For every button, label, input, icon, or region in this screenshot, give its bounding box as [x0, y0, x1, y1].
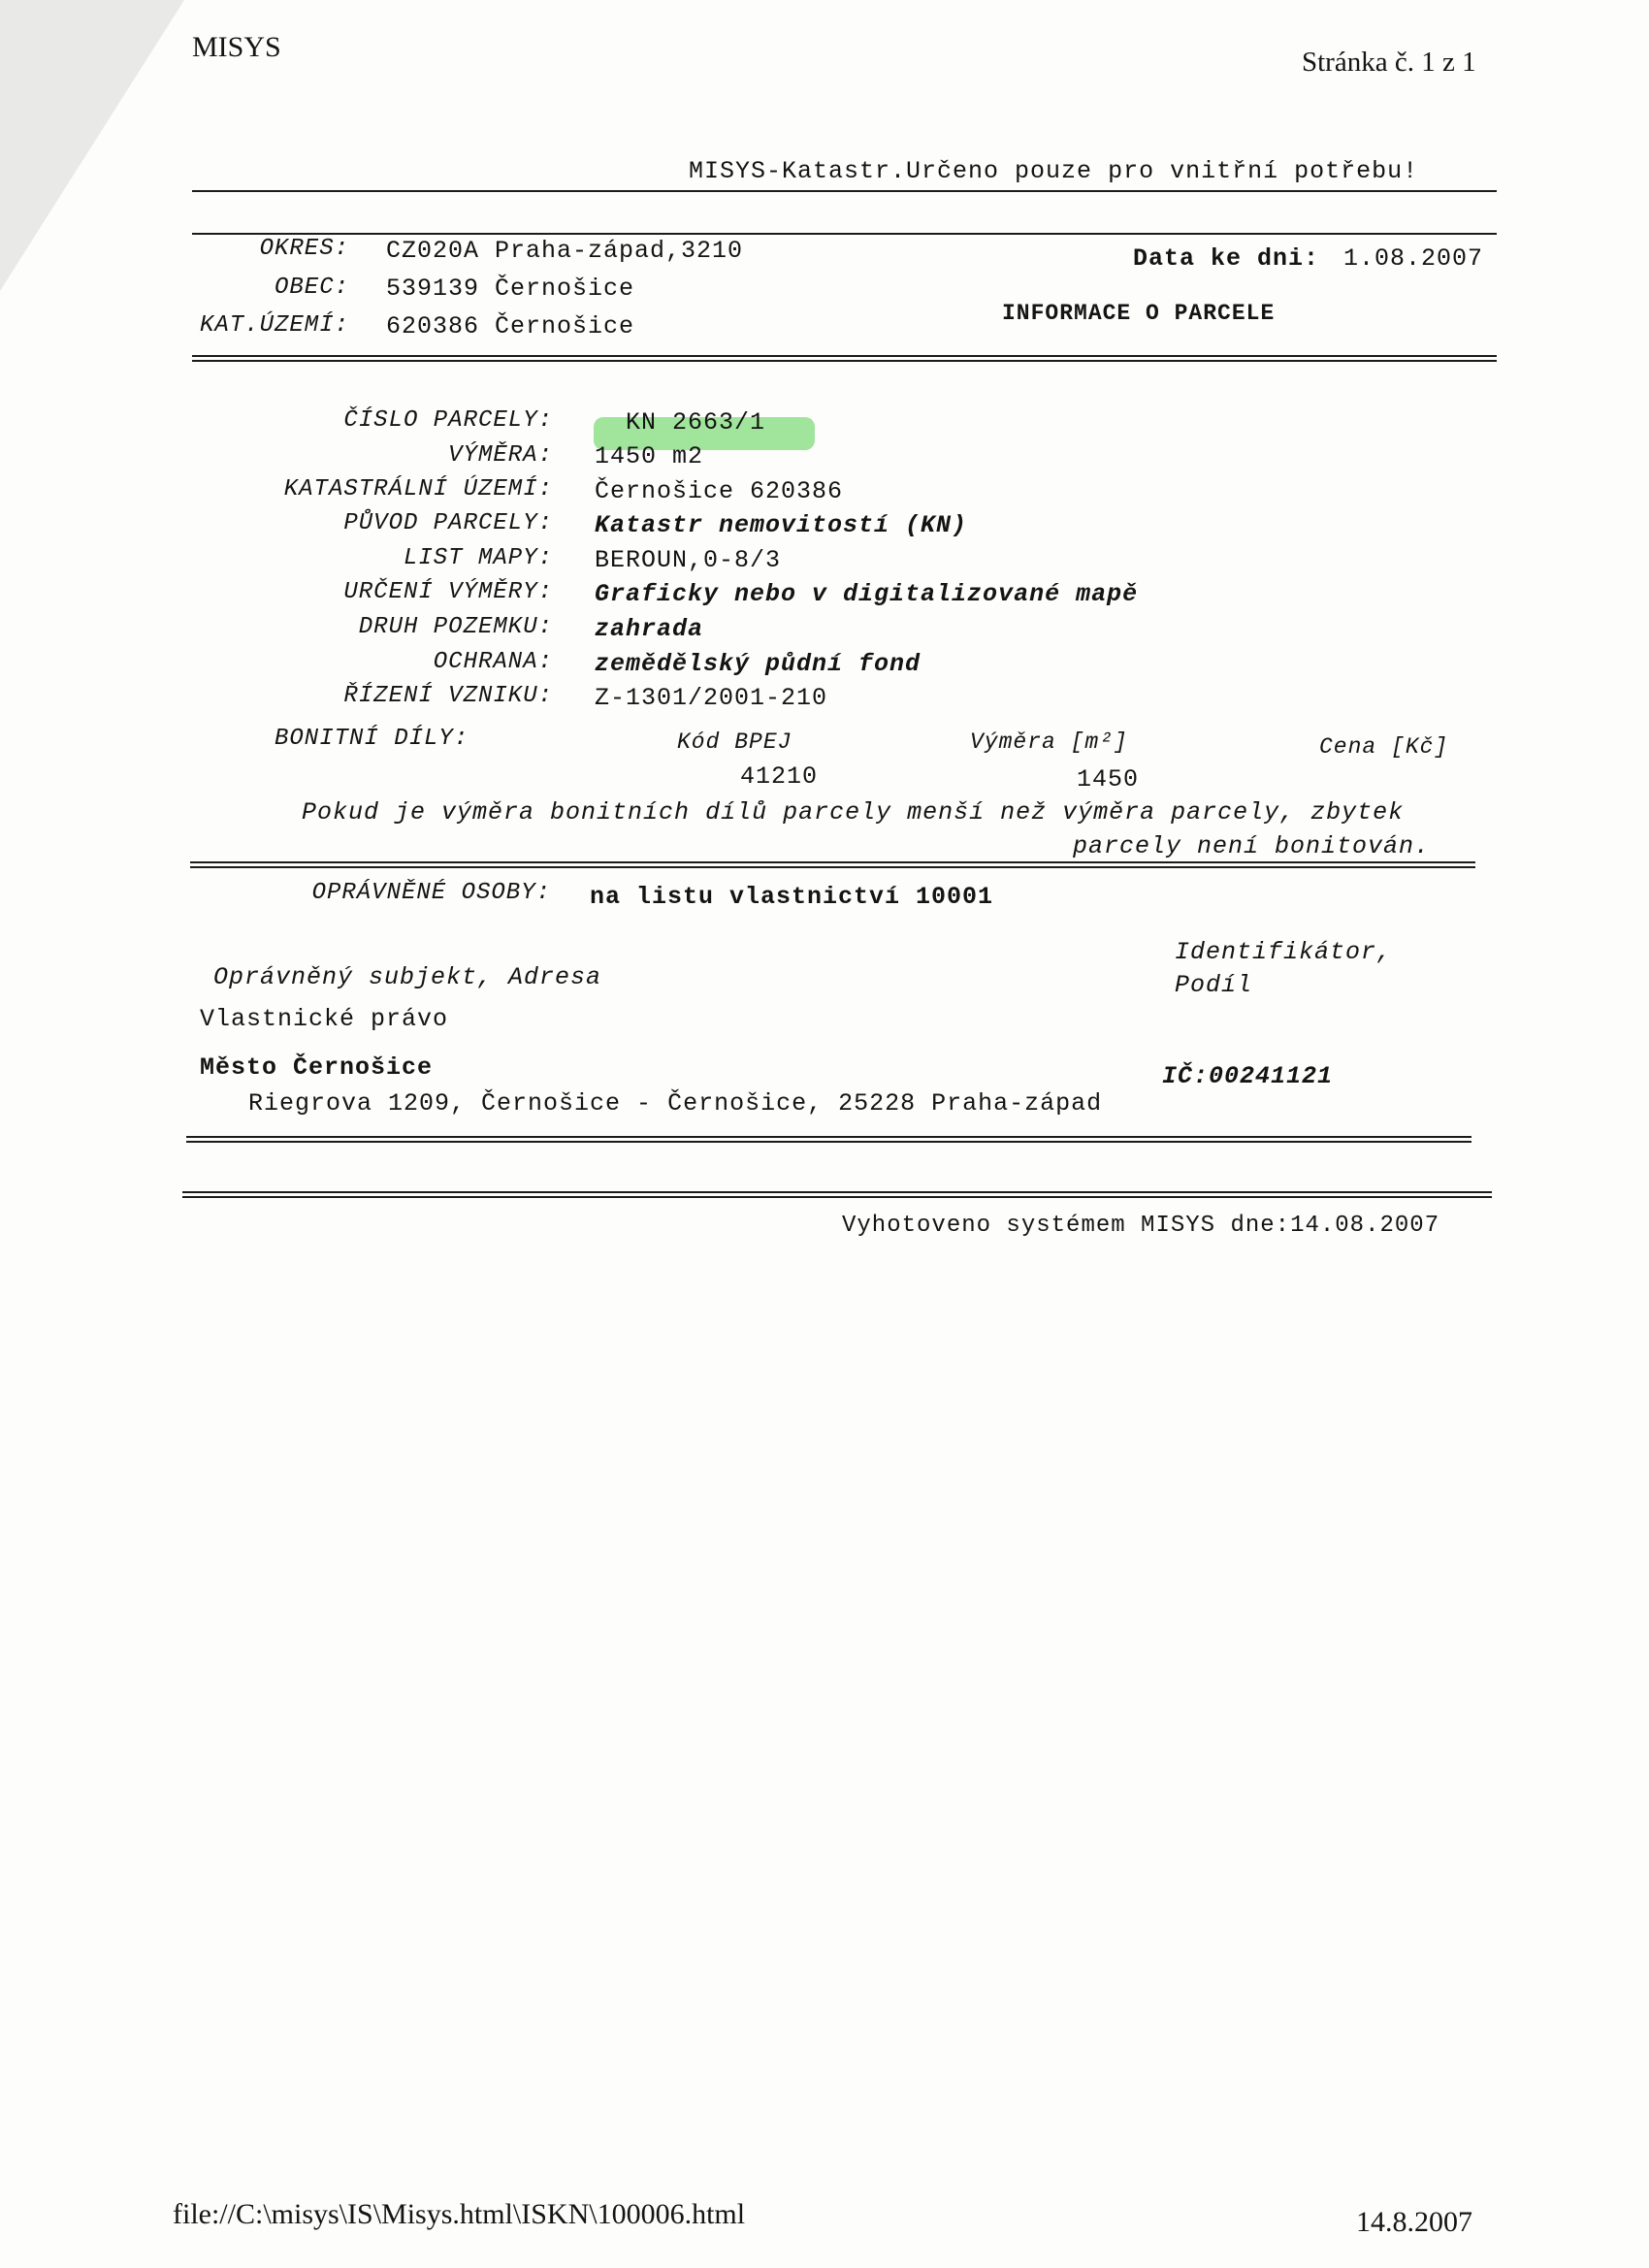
obec-label: OBEC:	[274, 275, 349, 301]
rule-location-top	[192, 233, 1497, 235]
rizeni-vzniku-value: Z-1301/2001-210	[595, 684, 828, 712]
opravnene-osoby-value: na listu vlastnictví 10001	[590, 883, 994, 911]
list-mapy-value: BEROUN,0-8/3	[595, 546, 782, 574]
bonitace-note-line2: parcely není bonitován.	[1073, 832, 1431, 860]
katastralni-uzemi-value: Černošice 620386	[595, 477, 844, 505]
date-label: Data ke dni:	[1133, 244, 1320, 273]
puvod-parcely-label: PŮVOD PARCELY:	[343, 510, 553, 536]
owner-id: IČ:00241121	[1162, 1062, 1334, 1090]
owner-name: Město Černošice	[200, 1053, 434, 1082]
druh-pozemku-label: DRUH POZEMKU:	[358, 614, 553, 640]
internal-use-notice: MISYS-Katastr.Určeno pouze pro vnitřní potřebu!	[689, 157, 1419, 185]
list-mapy-label: LIST MAPY:	[403, 545, 553, 571]
ochrana-label: OCHRANA:	[433, 649, 553, 675]
kat-uzemi-label: KAT.ÚZEMÍ:	[199, 312, 349, 339]
puvod-parcely-value: Katastr nemovitostí (KN)	[595, 511, 968, 539]
urceni-vymery-label: URČENÍ VÝMĚRY:	[343, 579, 553, 605]
cislo-parcely-label: ČÍSLO PARCELY:	[343, 407, 553, 434]
rule-report-end	[182, 1191, 1492, 1198]
kod-bpej-value: 41210	[740, 762, 819, 791]
rule-location-bottom	[192, 355, 1497, 362]
ochrana-value: zemědělský půdní fond	[595, 650, 922, 678]
bonitni-vymera-value: 1450	[1077, 765, 1140, 794]
right-type: Vlastnické právo	[200, 1005, 449, 1033]
vymera-label: VÝMĚRA:	[448, 442, 553, 469]
okres-label: OKRES:	[259, 236, 349, 262]
cena-header: Cena [Kč]	[1319, 734, 1449, 760]
vymera-m2-header: Výměra [m²]	[970, 729, 1128, 755]
share-column-header: Podíl	[1175, 971, 1253, 999]
okres-value: CZ020A Praha-západ,3210	[386, 237, 744, 265]
kat-uzemi-value: 620386 Černošice	[386, 312, 635, 340]
vymera-value: 1450 m2	[595, 442, 704, 470]
urceni-vymery-value: Graficky nebo v digitalizované mapě	[595, 580, 1139, 608]
page-indicator: Stránka č. 1 z 1	[1302, 47, 1476, 78]
rizeni-vzniku-label: ŘÍZENÍ VZNIKU:	[343, 683, 553, 709]
opravnene-osoby-label: OPRÁVNĚNÉ OSOBY:	[311, 880, 551, 906]
rule-owners-bottom	[186, 1136, 1471, 1143]
identifier-column-header: Identifikátor,	[1175, 938, 1393, 966]
app-name: MISYS	[192, 31, 281, 63]
report-title: INFORMACE O PARCELE	[1002, 301, 1276, 326]
cislo-parcely-value: KN 2663/1	[626, 408, 766, 437]
print-date: 14.8.2007	[1356, 2206, 1472, 2238]
owner-address: Riegrova 1209, Černošice - Černošice, 25228 Praha-západ	[248, 1089, 1103, 1118]
subject-column-header: Oprávněný subjekt, Adresa	[213, 963, 602, 991]
rule-bonitni-bottom	[190, 861, 1475, 868]
bonitni-dily-label: BONITNÍ DÍLY:	[275, 726, 469, 752]
obec-value: 539139 Černošice	[386, 275, 635, 303]
bonitace-note-line1: Pokud je výměra bonitních dílů parcely menší než výměra parcely, zbytek	[302, 798, 1405, 826]
kod-bpej-header: Kód BPEJ	[677, 729, 792, 755]
druh-pozemku-value: zahrada	[595, 615, 704, 643]
generated-by: Vyhotoveno systémem MISYS dne:14.08.2007	[842, 1213, 1440, 1239]
file-path: file://C:\misys\IS\Misys.html\ISKN\100006.html	[173, 2198, 746, 2230]
date-value: 1.08.2007	[1343, 244, 1484, 273]
rule-header	[192, 190, 1497, 192]
katastralni-uzemi-label: KATASTRÁLNÍ ÚZEMÍ:	[283, 476, 553, 502]
